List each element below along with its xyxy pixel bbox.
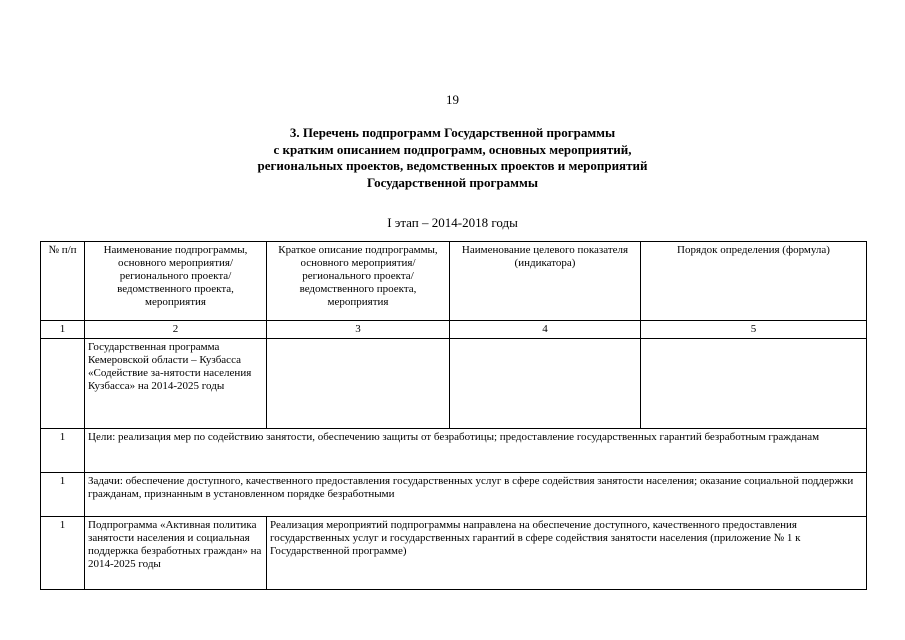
subprogram-name-cell: Подпрограмма «Активная политика занятости населения и социальная поддержка безработных граждан» на 2014-2025 годы (85, 517, 267, 590)
column-number-row (41, 321, 867, 339)
row-number-cell: 1 (41, 517, 85, 590)
goals-text-cell: Цели: реализация мер по содействию занятости, обеспечению защиты от безработицы; предоставление государственных гарантий безработным гражданам (85, 429, 867, 473)
heading-line: региональных проектов, ведомственных проектов и мероприятий (257, 158, 648, 173)
section-heading (0, 125, 905, 191)
header-cell-name: Наименование подпрограммы, основного мероприятия/ регионального проекта/ ведомственного проекта, мероприятия (85, 242, 267, 321)
column-number-cell: 4 (450, 321, 641, 339)
header-cell-formula: Порядок определения (формула) (641, 242, 867, 321)
column-number-cell: 2 (85, 321, 267, 339)
page-number: 19 (446, 92, 459, 107)
subprogram-description-cell: Реализация мероприятий подпрограммы направлена на обеспечение доступного, качественного предоставления государственных услуг и государственных гарантий в сфере содействия занятости населения (приложение № 1 к Государственной программе) (267, 517, 867, 590)
heading-line: 3. Перечень подпрограмм Государственной программы (289, 125, 616, 140)
heading-line: Государственной программы (366, 174, 539, 190)
heading-line: с кратким описанием подпрограмм, основных мероприятий, (273, 141, 632, 157)
column-number-cell: 1 (41, 321, 85, 339)
column-number-cell: 5 (641, 321, 867, 339)
table-row-goals (41, 429, 867, 473)
table-row-tasks (41, 473, 867, 517)
table-row-program (41, 339, 867, 429)
empty-cell (267, 339, 450, 429)
row-number-cell: 1 (41, 429, 85, 473)
row-number-cell: 1 (41, 473, 85, 517)
empty-cell (450, 339, 641, 429)
subprograms-table (40, 241, 867, 590)
header-cell-indicator: Наименование целевого показателя (индикатора) (450, 242, 641, 321)
program-name-cell: Государственная программа Кемеровской области – Кузбасса «Содействие за-нятости населения Кузбасса» на 2014-2025 годы (85, 339, 267, 429)
table-row-subprogram (41, 517, 867, 590)
empty-cell (641, 339, 867, 429)
header-cell-description: Краткое описание подпрограммы, основного мероприятия/регионального проекта/ведомственного проекта, мероприятия (267, 242, 450, 321)
header-cell-number: № п/п (41, 242, 85, 321)
stage-title: I этап – 2014-2018 годы (387, 215, 518, 230)
table-header-row (41, 242, 867, 321)
column-number-cell: 3 (267, 321, 450, 339)
empty-cell (41, 339, 85, 429)
tasks-text-cell: Задачи: обеспечение доступного, качественного предоставления государственных услуг в сфере содействия занятости населения; оказание социальной поддержки гражданам, признанным в установленном порядке безработными (85, 473, 867, 517)
